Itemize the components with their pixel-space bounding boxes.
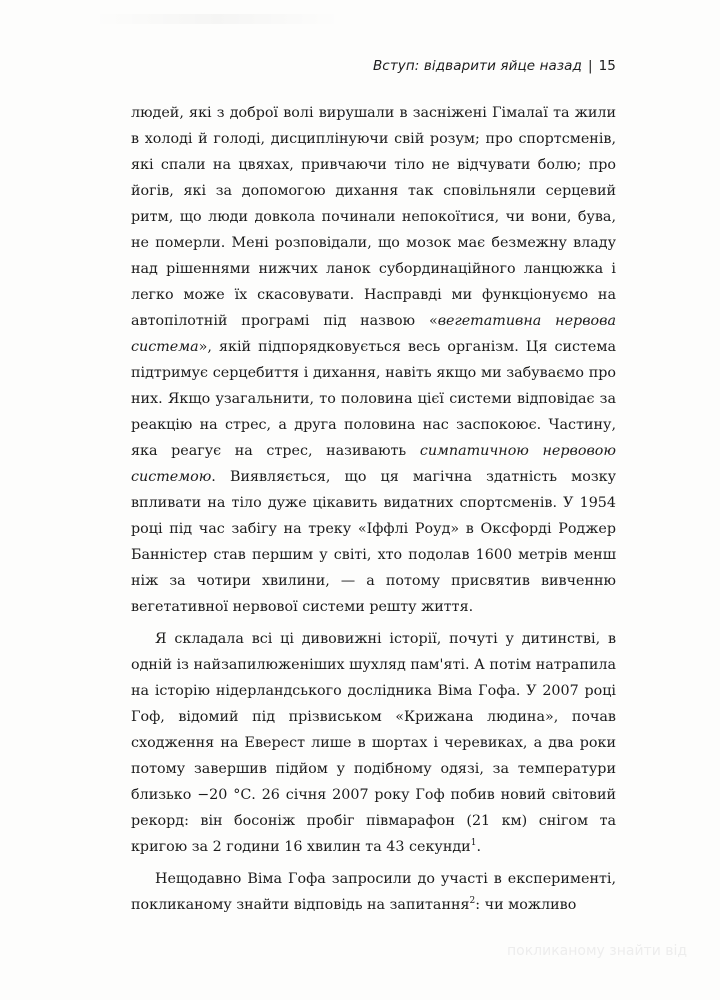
text-run: Я складала всі ці дивовижні історії, почуті у дитинстві, в одній із найзапилюженіших шухляд пам'яті. А потім натрапила на історію нідерландського дослідника Віма Гофа. У 2007 році Гоф, відомий під прізвиськом «Крижана людина», почав сходження на Еверест лише в шортах і черевиках, а два роки потому завершив підйом у подібному одязі, за температури близько −20 °С. 26 січня 2007 року Гоф побив новий світовий рекорд: він босоніж пробіг півмарафон (21 км) снігом та кригою за 2 години 16 хвилин та 43 секунди — [131, 631, 616, 855]
bleed-through-text: покликаному знайти від — [507, 943, 688, 959]
italic-term: вегетативна нервова система — [131, 313, 616, 355]
text-run: людей, які з доброї волі вирушали в засніжені Гімалаї та жили в холоді й голоді, дисциплінуючи свій розум; про спортсменів, які спали на цвяхах, привчаючи тіло не відчувати болю; про йогів, які за допомогою дихання так сповільняли серцевий ритм, що люди довкола починали непокоїтися, чи вони, бува, не померли. Мені розповідали, що мозок має безмежну владу над рішеннями нижчих ланок субординаційного ланцюжка і легко може їх скасовувати. Насправді ми функціонуємо на автопілотній програмі під назвою « — [131, 105, 616, 329]
running-header — [373, 58, 616, 74]
paragraph-2 — [131, 626, 616, 860]
text-run: : чи можливо — [475, 897, 577, 913]
text-run: », якій підпорядковується весь організм. Ця система підтримує серцебиття і дихання, навіть якщо ми забуваємо про них. Якщо узагальнити, то половина цієї системи відповідає за реакцію на стрес, а друга половина нас заспокоює. Частину, яка реагує на стрес, називають — [131, 339, 616, 459]
text-run: Нещодавно Віма Гофа запросили до участі в експерименті, покликаному знайти відповідь на запитання — [131, 871, 616, 913]
footnote-ref-1[interactable]: 1 — [470, 838, 477, 849]
scan-shadow — [92, 14, 342, 24]
paragraph-3 — [131, 866, 616, 918]
header-separator: | — [587, 58, 593, 74]
page-number: 15 — [598, 58, 616, 74]
footnote-ref-2[interactable]: 2 — [469, 896, 476, 907]
paragraph-1 — [131, 100, 616, 620]
text-run: . Виявляється, що ця магічна здатність мозку впливати на тіло дуже цікавить видатних спортсменів. У 1954 році під час забігу на треку «Іффлі Роуд» в Оксфорді Роджер Банністер став першим у світі, хто подолав 1600 метрів менш ніж за чотири хвилини, — а потому присвятив вивченню вегетативної нервової системи решту життя. — [131, 469, 616, 615]
body-text — [131, 100, 616, 918]
text-run: . — [476, 839, 481, 855]
italic-term: симпатичною нервовою системою — [131, 443, 616, 485]
chapter-title: Вступ: відварити яйце назад — [372, 58, 582, 74]
